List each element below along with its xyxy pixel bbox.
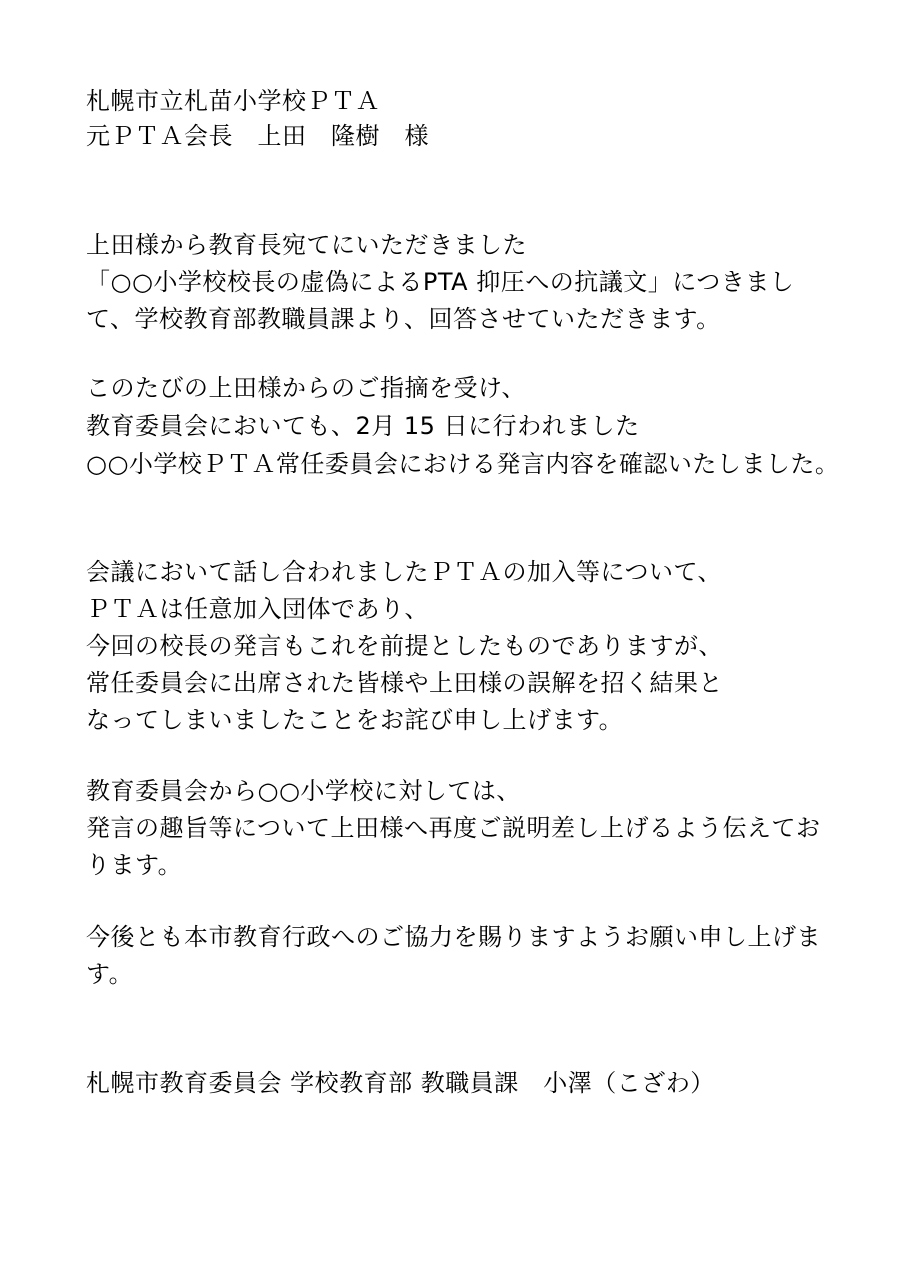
addressee-line-1: 札幌市立札苗小学校ＰＴＡ <box>86 87 380 115</box>
paragraph-3-line-5: なってしまいましたことをお詫び申し上げます。 <box>86 706 624 734</box>
paragraph-1-line-3: て、学校教育部教職員課より、回答させていただきます。 <box>86 305 721 333</box>
paragraph-3-line-1: 会議において話し合われましたＰＴＡの加入等について、 <box>86 558 723 586</box>
paragraph-2-line-3: ○○小学校ＰＴＡ常任委員会における発言内容を確認いたしました。 <box>86 450 840 478</box>
paragraph-4-line-3: ります。 <box>86 851 183 879</box>
paragraph-1-line-2: 「○○小学校校長の虚偽によるPTA 抑圧への抗議文」につきまし <box>86 268 795 296</box>
paragraph-5-line-1: 今後とも本市教育行政へのご協力を賜りますようお願い申し上げま <box>86 923 821 951</box>
paragraph-3-line-3: 今回の校長の発言もこれを前提としたものでありますが、 <box>86 632 723 660</box>
paragraph-4-line-2: 発言の趣旨等について上田様へ再度ご説明差し上げるよう伝えてお <box>86 814 821 842</box>
paragraph-3-line-4: 常任委員会に出席された皆様や上田様の誤解を招く結果と <box>86 669 723 697</box>
paragraph-1-line-1: 上田様から教育長宛てにいただきました <box>86 231 527 259</box>
paragraph-3-line-2: ＰＴＡは任意加入団体であり、 <box>86 595 429 623</box>
paragraph-2-line-1: このたびの上田様からのご指摘を受け、 <box>86 374 527 402</box>
paragraph-4-line-1: 教育委員会から○○小学校に対しては、 <box>86 777 521 805</box>
paragraph-5-line-2: す。 <box>86 960 134 988</box>
addressee-line-2: 元ＰＴＡ会長 上田 隆樹 様 <box>86 122 429 150</box>
signature: 札幌市教育委員会 学校教育部 教職員課 小澤（こざわ） <box>86 1069 715 1097</box>
paragraph-2-line-2: 教育委員会においても、2月 15 日に行われました <box>86 412 640 440</box>
